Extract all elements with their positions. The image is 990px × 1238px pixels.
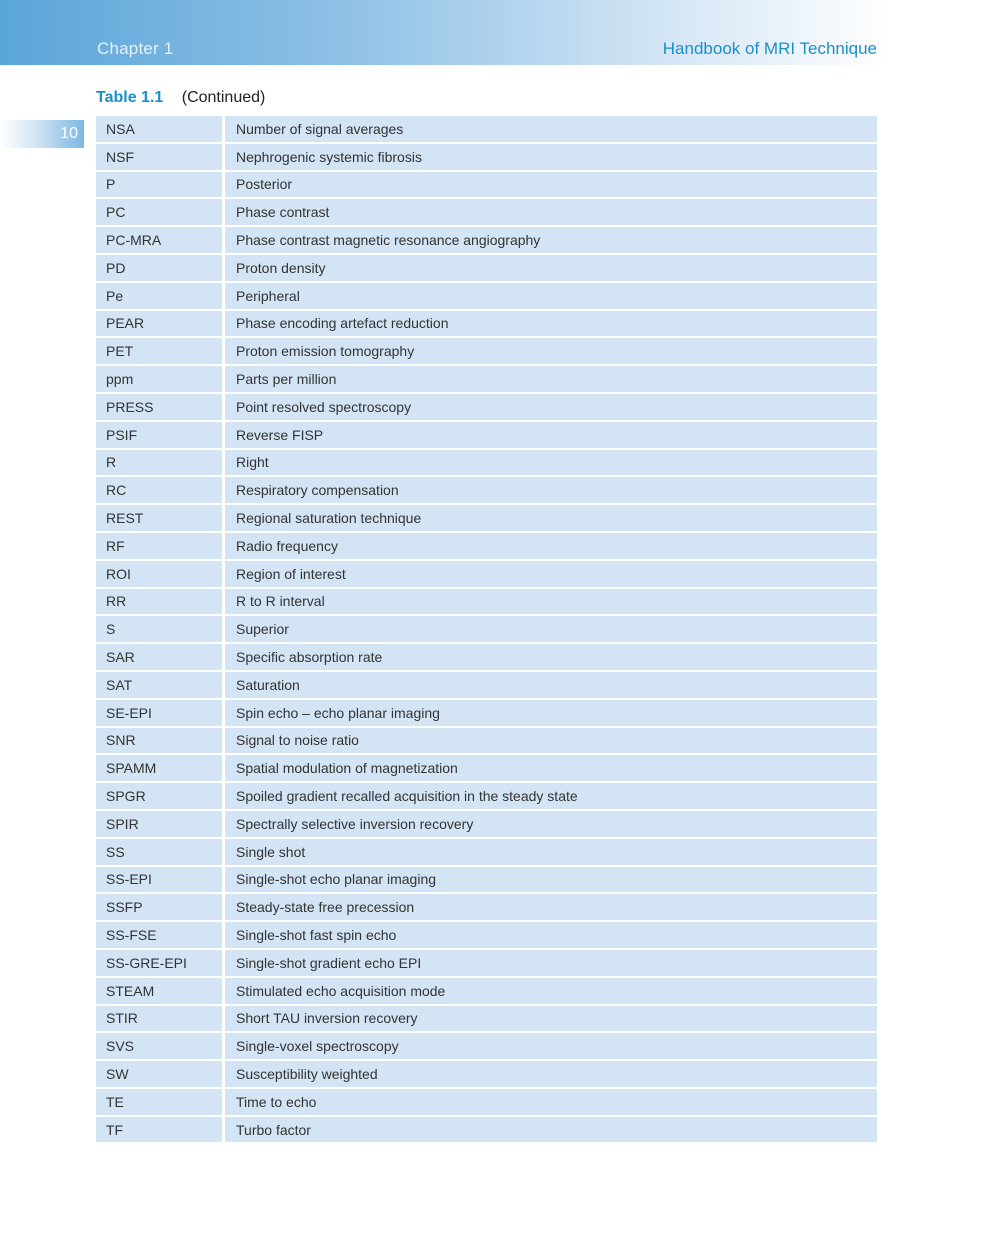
table-row [96,893,877,921]
definition-cell: Saturation [224,671,878,699]
definition-cell: Peripheral [224,282,878,310]
abbreviation-cell: PET [96,337,224,365]
definition-cell: Point resolved spectroscopy [224,393,878,421]
abbreviation-cell: SPGR [96,782,224,810]
table-row [96,476,877,504]
table-row [96,615,877,643]
abbreviation-cell: SS-GRE-EPI [96,949,224,977]
definition-cell: Short TAU inversion recovery [224,1005,878,1033]
table-row [96,143,877,171]
table-row [96,365,877,393]
table-row [96,1088,877,1116]
table-row [96,504,877,532]
abbreviation-cell: SS-EPI [96,866,224,894]
definition-cell: Steady-state free precession [224,893,878,921]
table-row [96,337,877,365]
table-row [96,671,877,699]
definition-cell: Turbo factor [224,1116,878,1144]
abbreviation-cell: ppm [96,365,224,393]
definition-cell: R to R interval [224,588,878,616]
definition-cell: Right [224,449,878,477]
abbreviation-cell: REST [96,504,224,532]
abbreviation-cell: P [96,171,224,199]
abbreviation-cell: RC [96,476,224,504]
table-row [96,393,877,421]
definition-cell: Reverse FISP [224,421,878,449]
definition-cell: Proton density [224,254,878,282]
table-row [96,282,877,310]
definition-cell: Number of signal averages [224,116,878,143]
definition-cell: Phase contrast [224,198,878,226]
definition-cell: Phase encoding artefact reduction [224,310,878,338]
definition-cell: Signal to noise ratio [224,727,878,755]
chapter-label: Chapter 1 [97,39,174,58]
table-row [96,699,877,727]
abbreviation-cell: STEAM [96,977,224,1005]
table-row [96,226,877,254]
table-row [96,643,877,671]
definition-cell: Radio frequency [224,532,878,560]
abbreviation-cell: TF [96,1116,224,1144]
definition-cell: Posterior [224,171,878,199]
abbreviation-cell: SPAMM [96,754,224,782]
definition-cell: Superior [224,615,878,643]
table-row [96,754,877,782]
definition-cell: Stimulated echo acquisition mode [224,977,878,1005]
definition-cell: Single-shot echo planar imaging [224,866,878,894]
table-row [96,921,877,949]
abbreviation-cell: PRESS [96,393,224,421]
abbreviation-table [96,116,877,1144]
table-row [96,198,877,226]
definition-cell: Proton emission tomography [224,337,878,365]
table-caption-label: Table 1.1 [96,89,164,106]
table-row [96,949,877,977]
definition-cell: Single-voxel spectroscopy [224,1032,878,1060]
table-caption [96,88,265,108]
abbreviation-cell: SE-EPI [96,699,224,727]
table-row [96,1116,877,1144]
table-row [96,449,877,477]
definition-cell: Single-shot fast spin echo [224,921,878,949]
abbreviation-cell: R [96,449,224,477]
abbreviation-cell: SVS [96,1032,224,1060]
abbreviation-cell: Pe [96,282,224,310]
abbreviation-cell: SSFP [96,893,224,921]
table-row [96,866,877,894]
abbreviation-cell: SPIR [96,810,224,838]
definition-cell: Nephrogenic systemic fibrosis [224,143,878,171]
table-row [96,588,877,616]
table-row [96,171,877,199]
abbreviation-cell: SW [96,1060,224,1088]
table-row [96,310,877,338]
table-row [96,782,877,810]
book-title: Handbook of MRI Technique [662,39,877,58]
table-row [96,560,877,588]
definition-cell: Single-shot gradient echo EPI [224,949,878,977]
definition-cell: Spin echo – echo planar imaging [224,699,878,727]
definition-cell: Respiratory compensation [224,476,878,504]
definition-cell: Parts per million [224,365,878,393]
abbreviation-cell: PD [96,254,224,282]
abbreviation-cell: SAT [96,671,224,699]
table-row [96,421,877,449]
definition-cell: Region of interest [224,560,878,588]
table-row [96,838,877,866]
definition-cell: Spoiled gradient recalled acquisition in the steady state [224,782,878,810]
abbreviation-cell: SNR [96,727,224,755]
definition-cell: Time to echo [224,1088,878,1116]
table-row [96,116,877,143]
abbreviation-cell: RF [96,532,224,560]
table-row [96,977,877,1005]
definition-cell: Regional saturation technique [224,504,878,532]
page-number: 10 [60,125,78,142]
abbreviation-cell: PEAR [96,310,224,338]
abbreviation-cell: SS-FSE [96,921,224,949]
abbreviation-cell: STIR [96,1005,224,1033]
table-caption-note: (Continued) [181,89,266,106]
definition-cell: Specific absorption rate [224,643,878,671]
abbreviation-cell: NSA [96,116,224,143]
definition-cell: Single shot [224,838,878,866]
abbreviation-cell: TE [96,1088,224,1116]
table-row [96,532,877,560]
page-number-tab [0,120,84,148]
table-row [96,810,877,838]
definition-cell: Spatial modulation of magnetization [224,754,878,782]
definition-cell: Phase contrast magnetic resonance angiography [224,226,878,254]
abbreviation-cell: RR [96,588,224,616]
table-row [96,1005,877,1033]
abbreviation-cell: SAR [96,643,224,671]
abbreviation-cell: NSF [96,143,224,171]
table-row [96,1060,877,1088]
table-row [96,727,877,755]
abbreviation-cell: PC-MRA [96,226,224,254]
abbreviation-cell: ROI [96,560,224,588]
table-row [96,254,877,282]
abbreviation-cell: SS [96,838,224,866]
table-row [96,1032,877,1060]
abbreviation-table-body [96,116,877,1143]
abbreviation-cell: PSIF [96,421,224,449]
abbreviation-cell: S [96,615,224,643]
abbreviation-cell: PC [96,198,224,226]
definition-cell: Spectrally selective inversion recovery [224,810,878,838]
definition-cell: Susceptibility weighted [224,1060,878,1088]
